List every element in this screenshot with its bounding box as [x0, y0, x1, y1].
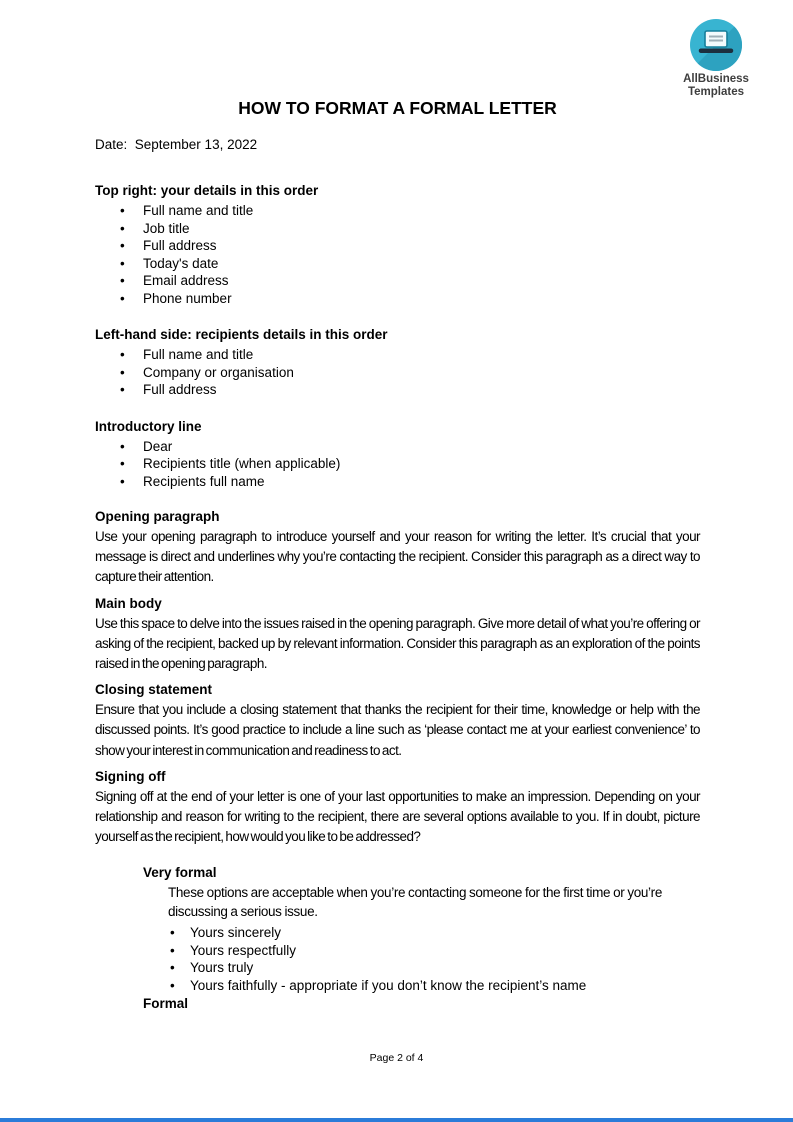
section	[95, 596, 700, 675]
section	[95, 509, 700, 588]
section-paragraph: Use your opening paragraph to introduce yourself and your reason for writing the letter. It’s crucial that your message is direct and underlines why you’re contacting the recipient. Consider this paragraph as a direct way to capture their attention.	[95, 529, 700, 585]
bullet-list	[95, 438, 700, 491]
bullet-item: • Full name and title	[95, 202, 700, 220]
section-heading: Signing off	[95, 768, 166, 784]
section	[95, 327, 700, 399]
section	[95, 419, 700, 491]
section-heading: Opening paragraph	[95, 509, 220, 524]
page-number-footer: Page 2 of 4	[369, 1052, 424, 1064]
allbusiness-templates-logo	[669, 19, 763, 99]
bottom-accent-bar	[0, 1118, 793, 1122]
bullet-item: • Yours truly	[168, 959, 700, 977]
bullet-item: • Recipients title (when applicable)	[95, 455, 700, 473]
sections-container	[95, 183, 700, 1012]
section	[95, 769, 700, 848]
section-paragraph: Signing off at the end of your letter is one of your last opportunities to make an impression. Depending on your relationship and reason for writing to the recipient, there are several options available to you. If in doubt, picture yourself as the recipient, how would you like to be addressed?	[95, 788, 700, 845]
bullet-item: • Email address	[95, 272, 700, 290]
section-heading: Closing statement	[95, 682, 213, 698]
bullet-item: • Yours respectfully	[168, 942, 700, 960]
bullet-list	[95, 202, 700, 307]
section	[95, 183, 700, 307]
section	[95, 865, 700, 994]
date-line: Date: September 13, 2022	[95, 137, 258, 152]
section	[95, 996, 700, 1012]
subsection-paragraph: These options are acceptable when you’re contacting someone for the first time or you’re discussing a serious issue.	[168, 885, 662, 920]
bullet-item: • Today's date	[95, 255, 700, 273]
bullet-item: • Job title	[95, 220, 700, 238]
bullet-item: • Phone number	[95, 290, 700, 308]
section	[95, 682, 700, 761]
bullet-item: • Recipients full name	[95, 473, 700, 491]
section-heading: Introductory line	[95, 418, 202, 434]
bullet-item: • Full name and title	[95, 346, 700, 364]
section-heading: Top right: your details in this order	[95, 183, 319, 198]
bullet-item: • Full address	[95, 381, 700, 399]
laptop-in-circle-icon	[690, 19, 742, 71]
bullet-item: • Yours faithfully - appropriate if you don’t know the recipient’s name	[168, 977, 700, 995]
bullet-list	[168, 924, 700, 994]
bullet-item: • Dear	[95, 438, 700, 456]
section-heading: Left-hand side: recipients details in this order	[95, 327, 388, 342]
logo-text-line2: Templates	[687, 86, 745, 98]
section-heading: Formal	[143, 996, 189, 1012]
page-title: HOW TO FORMAT A FORMAL LETTER	[238, 98, 557, 118]
section-heading: Very formal	[143, 865, 217, 881]
bullet-item: • Yours sincerely	[168, 924, 700, 942]
section-paragraph: Ensure that you include a closing statement that thanks the recipient for their time, knowledge or help with the discussed points. It’s good practice to include a line such as ‘please contact me at your earliest convenience’ to show your interest in communication and readiness to act.	[95, 702, 700, 758]
bullet-list	[95, 346, 700, 399]
bullet-item: • Full address	[95, 237, 700, 255]
section-heading: Main body	[95, 595, 162, 611]
section-paragraph: Use this space to delve into the issues raised in the opening paragraph. Give more detail of what you’re offering or asking of the recipient, backed up by relevant information. Consider this paragraph as an exploration of the points raised in the opening paragraph.	[95, 615, 700, 672]
logo-text-line1: AllBusiness	[683, 73, 749, 85]
bullet-item: • Company or organisation	[95, 364, 700, 382]
